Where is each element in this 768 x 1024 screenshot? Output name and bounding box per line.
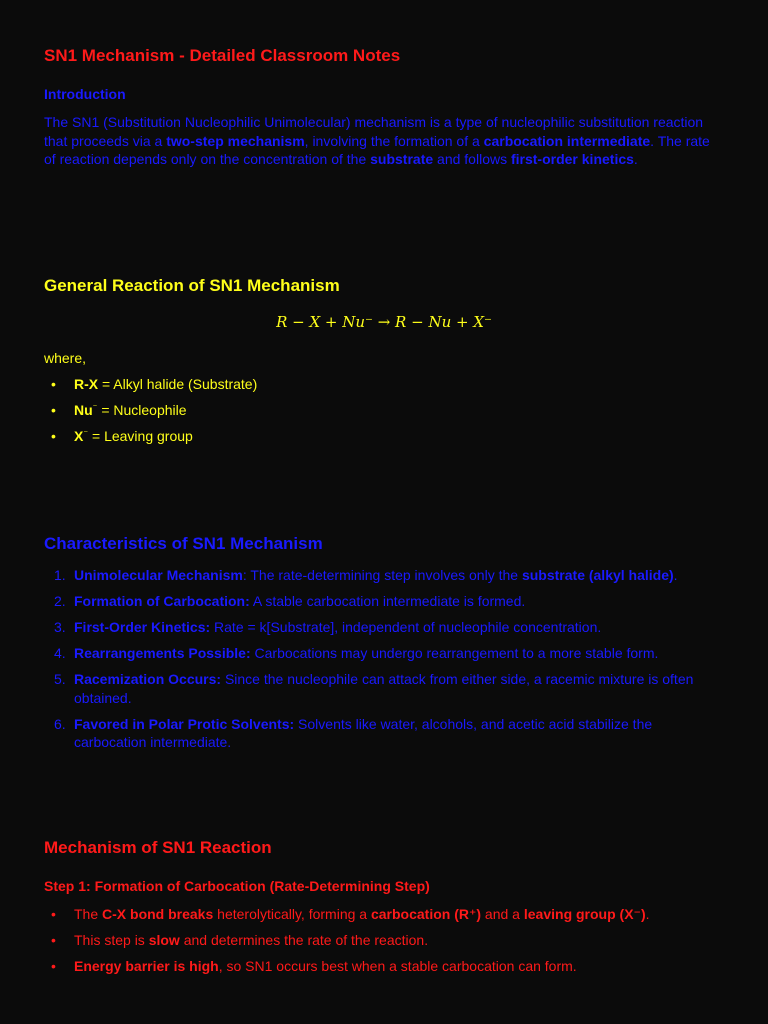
term-nu-desc: = Nucleophile bbox=[97, 402, 187, 418]
list-item bbox=[44, 401, 724, 420]
intro-bold-2: carbocation intermediate bbox=[483, 132, 651, 149]
item-text: A stable carbocation intermediate is formed. bbox=[249, 593, 526, 609]
list-item bbox=[44, 566, 724, 585]
list-item bbox=[44, 375, 724, 394]
text: . bbox=[645, 906, 650, 922]
term-x-desc: = Leaving group bbox=[88, 428, 193, 444]
item-term: Favored in Polar Protic Solvents: bbox=[74, 715, 295, 732]
where-label: where, bbox=[44, 350, 87, 366]
term-x: X bbox=[74, 428, 84, 444]
item-number: 2. bbox=[54, 593, 66, 609]
intro-bold-4: first-order kinetics bbox=[510, 151, 634, 167]
list-item bbox=[44, 957, 724, 976]
item-term: First-Order Kinetics: bbox=[74, 619, 211, 635]
step1-heading: Step 1: Formation of Carbocation (Rate-Determining Step) bbox=[44, 878, 430, 894]
intro-text-3: . The rate of reaction depends only on the concentration of the bbox=[44, 132, 710, 167]
intro-text-1: The SN1 (Substitution Nucleophilic Unimolecular) mechanism is a type of nucleophilic substitution reaction that proceeds via a bbox=[44, 114, 704, 149]
text: The bbox=[74, 906, 103, 922]
general-list bbox=[44, 375, 724, 446]
bold-text: carbocation (R⁺) bbox=[370, 906, 482, 922]
list-item bbox=[44, 427, 724, 446]
bold-text: leaving group (X⁻) bbox=[523, 906, 646, 922]
list-item bbox=[44, 931, 724, 950]
item-text: Solvents like water, alcohols, and acetic acid stabilize the carbocation intermediate. bbox=[74, 715, 653, 750]
item-text: : The rate-determining step involves only the bbox=[242, 567, 522, 583]
intro-text-4: and follows bbox=[433, 151, 511, 167]
list-item bbox=[44, 618, 724, 637]
item-term: Racemization Occurs: bbox=[74, 671, 222, 687]
item-tail: . bbox=[673, 567, 678, 583]
term-nu-sup: ⁻ bbox=[92, 402, 98, 412]
term-x-sup: ⁻ bbox=[83, 428, 89, 438]
text: and a bbox=[481, 906, 524, 922]
intro-bold-3: substrate bbox=[370, 151, 434, 167]
list-item bbox=[44, 670, 724, 707]
item-bold: substrate (alkyl halide) bbox=[521, 567, 674, 583]
list-item bbox=[44, 905, 724, 924]
item-text: Carbocations may undergo rearrangement to a more stable form. bbox=[250, 645, 659, 661]
item-term: Unimolecular Mechanism bbox=[74, 567, 243, 583]
item-number: 3. bbox=[54, 619, 66, 635]
item-term: Rearrangements Possible: bbox=[74, 645, 251, 661]
characteristics-heading: Characteristics of SN1 Mechanism bbox=[44, 534, 323, 553]
term-rx: R-X bbox=[74, 376, 99, 392]
bold-text: slow bbox=[148, 932, 180, 948]
characteristics-list bbox=[44, 566, 724, 752]
text: This step is bbox=[74, 932, 149, 948]
page-title: SN1 Mechanism - Detailed Classroom Notes bbox=[44, 46, 401, 65]
item-term: Formation of Carbocation: bbox=[74, 593, 250, 609]
item-number: 4. bbox=[54, 645, 66, 661]
mechanism-heading: Mechanism of SN1 Reaction bbox=[44, 838, 272, 857]
intro-heading: Introduction bbox=[44, 86, 126, 102]
list-item bbox=[44, 644, 724, 663]
bold-text: Energy barrier is high bbox=[74, 958, 219, 974]
intro-paragraph bbox=[44, 113, 724, 169]
step1-list bbox=[44, 905, 724, 976]
item-number: 5. bbox=[54, 671, 66, 687]
bold-text: C-X bond breaks bbox=[102, 906, 214, 922]
intro-text-5: . bbox=[633, 151, 638, 167]
reaction-equation: R − X + Nu⁻ → R − Nu + X⁻ bbox=[276, 313, 492, 331]
text: , so SN1 occurs best when a stable carbocation can form. bbox=[218, 958, 577, 974]
term-nu: Nu bbox=[74, 402, 93, 418]
item-text: Rate = k[Substrate], independent of nucleophile concentration. bbox=[210, 619, 602, 635]
term-rx-desc: = Alkyl halide (Substrate) bbox=[98, 376, 258, 392]
text: heterolytically, forming a bbox=[213, 906, 371, 922]
item-number: 6. bbox=[54, 715, 66, 732]
text: and determines the rate of the reaction. bbox=[179, 932, 429, 948]
general-heading: General Reaction of SN1 Mechanism bbox=[44, 276, 340, 295]
item-number: 1. bbox=[54, 567, 66, 583]
intro-bold-1: two-step mechanism bbox=[166, 132, 305, 149]
item-text: Since the nucleophile can attack from either side, a racemic mixture is often obtained. bbox=[74, 671, 694, 706]
list-item bbox=[44, 592, 724, 611]
intro-text-2: , involving the formation of a bbox=[304, 132, 484, 149]
list-item bbox=[44, 715, 724, 752]
